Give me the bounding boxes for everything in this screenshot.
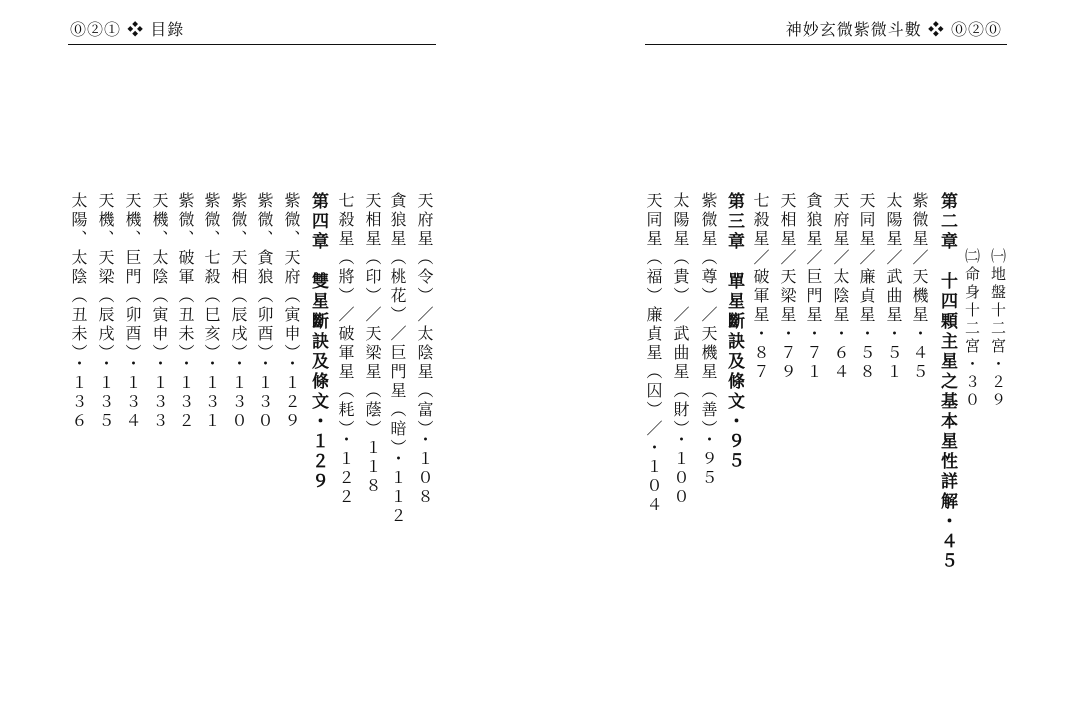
- toc-entry: 天機、太陰（寅申）・１３３: [150, 192, 169, 431]
- toc-entry: 紫微、七殺（巳亥）・１３１: [202, 192, 221, 431]
- toc-entry: ㈠地盤十二宮・２９: [989, 248, 1007, 410]
- left-page-number: ⓪②①: [70, 20, 122, 39]
- diamond-icon: ❖: [127, 20, 145, 39]
- toc-entry: 天同星／廉貞星・５８: [857, 192, 876, 382]
- diamond-icon: ❖: [927, 20, 945, 39]
- right-header-title: 神妙玄微紫微斗數: [785, 20, 922, 39]
- toc-entry: 七殺星（將）／破軍星（耗）・１２２: [336, 192, 355, 507]
- toc-entry: 太陽星／武曲星・５１: [884, 192, 903, 382]
- toc-entry: 天同星（福）廉貞星（囚）／・１０４: [644, 192, 663, 515]
- right-running-head: [786, 20, 1002, 40]
- toc-entry: 太陽、太陰（丑未）・１３６: [69, 192, 88, 431]
- chapter-heading: 第四章 雙星斷訣及條文・１２９: [308, 192, 328, 492]
- chapter-heading: 第三章 單星斷訣及條文・９５: [724, 192, 744, 472]
- toc-entry: 貪狼星（桃花）／巨門星（暗）・１１２: [388, 192, 407, 526]
- right-header-rule: [645, 44, 1007, 45]
- toc-entry: 太陽星（貴）／武曲星（財）・１００: [671, 192, 690, 507]
- toc-entry: 天府星／太陰星・６４: [831, 192, 850, 382]
- left-header-rule: [68, 44, 436, 45]
- toc-entry: 紫微星／天機星・４５: [910, 192, 929, 382]
- toc-entry: 紫微、天府（寅申）・１２９: [282, 192, 301, 431]
- toc-entry: ㈡命身十二宮・３０: [963, 248, 981, 410]
- toc-entry: 天相星／天梁星・７９: [778, 192, 797, 382]
- chapter-heading: 第二章 十四顆主星之基本星性詳解・４５: [937, 192, 957, 572]
- toc-entry: 七殺星／破軍星・８７: [751, 192, 770, 382]
- left-running-head: [70, 20, 184, 40]
- toc-entry: 紫微、破軍（丑未）・１３２: [176, 192, 195, 431]
- toc-entry: 天府星（令）／太陰星（富）・１０８: [415, 192, 434, 507]
- toc-entry: 紫微、天相（辰戌）・１３０: [229, 192, 248, 431]
- right-page-number: ⓪②⓪: [950, 20, 1002, 39]
- toc-entry: 紫微星（尊）／天機星（善）・９５: [699, 192, 718, 488]
- toc-entry: 天機、天梁（辰戌）・１３５: [96, 192, 115, 431]
- toc-entry: 紫微、貪狼（卯酉）・１３０: [255, 192, 274, 431]
- toc-entry: 天相星（印）／天梁星（蔭）１１８: [363, 192, 382, 496]
- toc-entry: 貪狼星／巨門星・７１: [804, 192, 823, 382]
- left-header-title: 目錄: [150, 20, 185, 39]
- toc-entry: 天機、巨門（卯酉）・１３４: [123, 192, 142, 431]
